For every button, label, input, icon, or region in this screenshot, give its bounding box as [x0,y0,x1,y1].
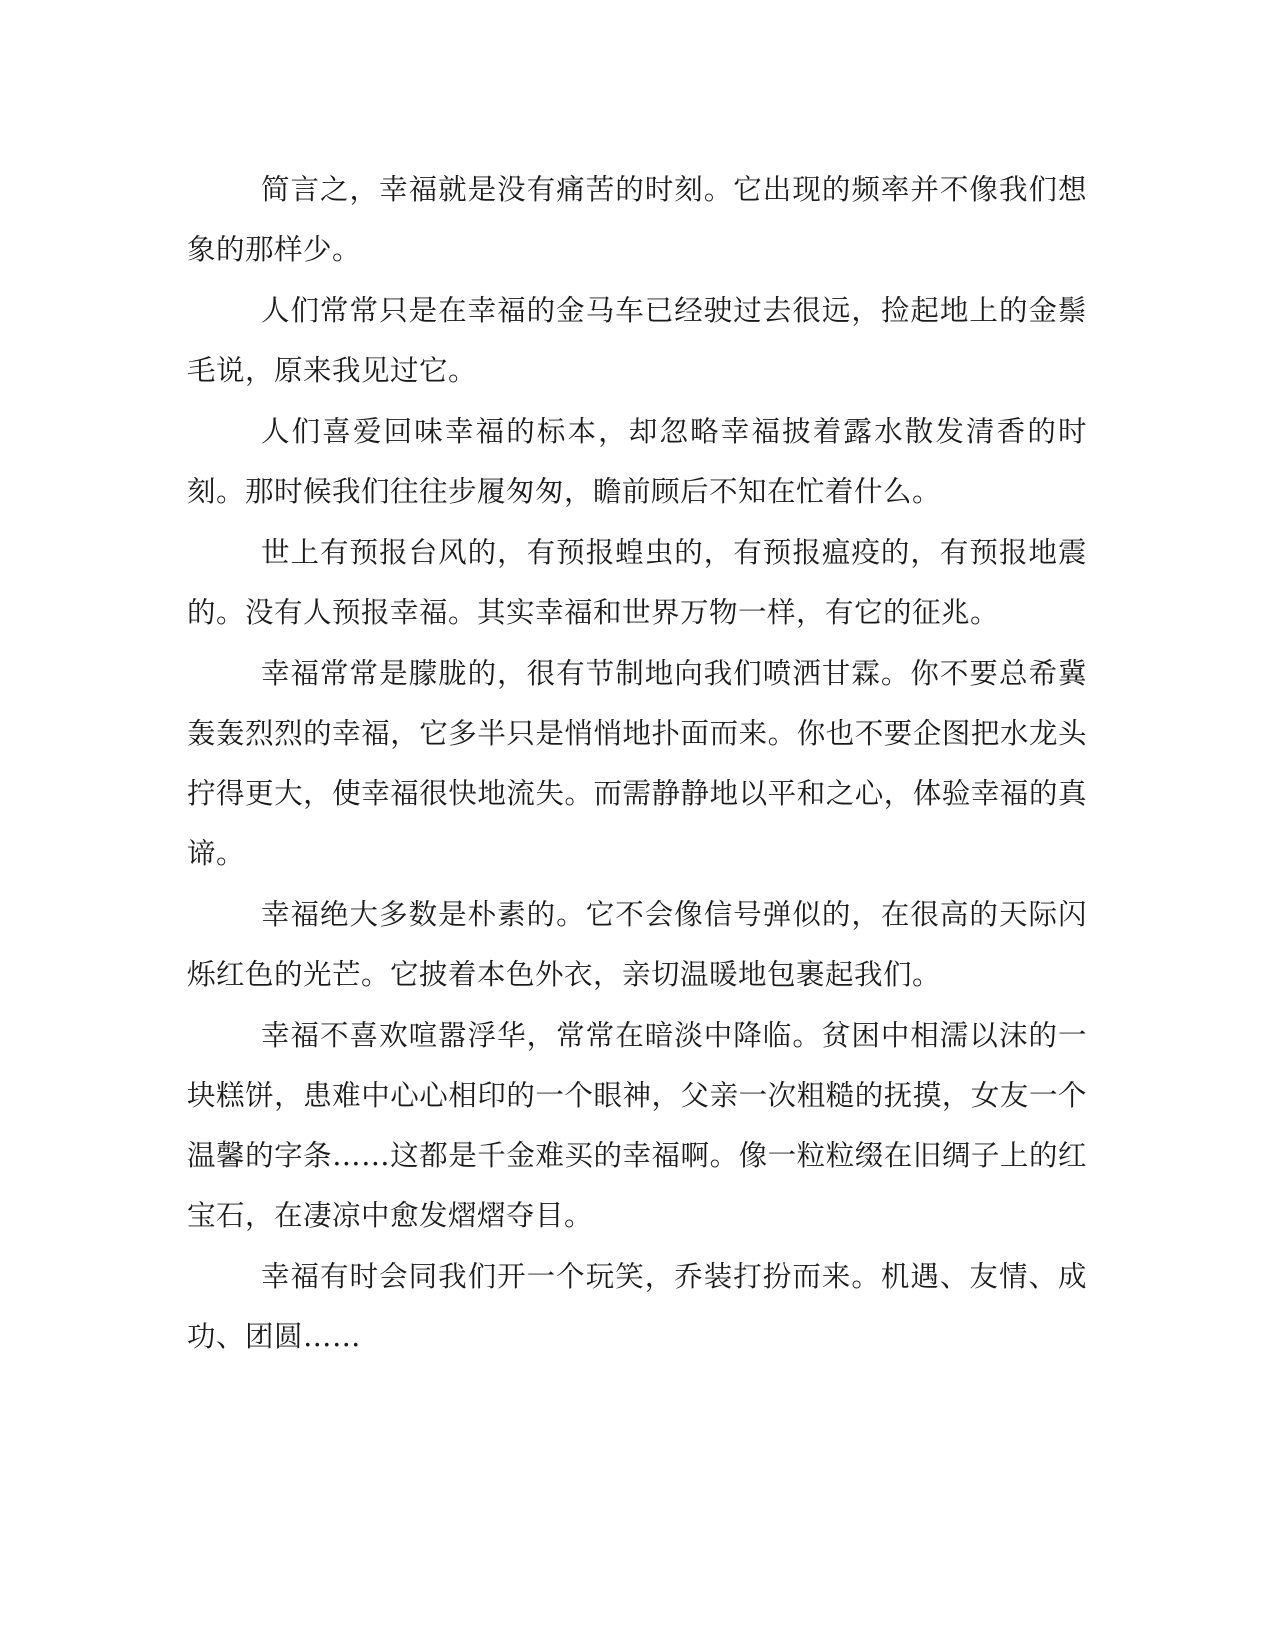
paragraph: 幸福常常是朦胧的，很有节制地向我们喷洒甘霖。你不要总希冀轰轰烈烈的幸福，它多半只是悄悄地扑面而来。你也不要企图把水龙头拧得更大，使幸福很快地流失。而需静静地以平和之心，体验幸福的真谛。 [187,657,1087,870]
paragraph: 人们喜爱回味幸福的标本，却忽略幸福披着露水散发清香的时刻。那时候我们往往步履匆匆，瞻前顾后不知在忙着什么。 [187,415,1087,508]
paragraph: 幸福有时会同我们开一个玩笑，乔装打扮而来。机遇、友情、成功、团圆…… [187,1260,1087,1353]
paragraph: 简言之，幸福就是没有痛苦的时刻。它出现的频率并不像我们想象的那样少。 [187,173,1087,266]
paragraph: 幸福绝大多数是朴素的。它不会像信号弹似的，在很高的天际闪烁红色的光芒。它披着本色外衣，亲切温暖地包裹起我们。 [187,898,1087,991]
paragraph: 幸福不喜欢喧嚣浮华，常常在暗淡中降临。贫困中相濡以沫的一块糕饼，患难中心心相印的一个眼神，父亲一次粗糙的抚摸，女友一个温馨的字条……这都是千金难买的幸福啊。像一粒粒缀在旧绸子上的红宝石，在凄凉中愈发熠熠夺目。 [187,1019,1087,1232]
paragraph: 世上有预报台风的，有预报蝗虫的，有预报瘟疫的，有预报地震的。没有人预报幸福。其实幸福和世界万物一样，有它的征兆。 [187,536,1087,629]
document-body [187,160,1087,1368]
paragraph: 人们常常只是在幸福的金马车已经驶过去很远，捡起地上的金鬃毛说，原来我见过它。 [187,294,1087,387]
